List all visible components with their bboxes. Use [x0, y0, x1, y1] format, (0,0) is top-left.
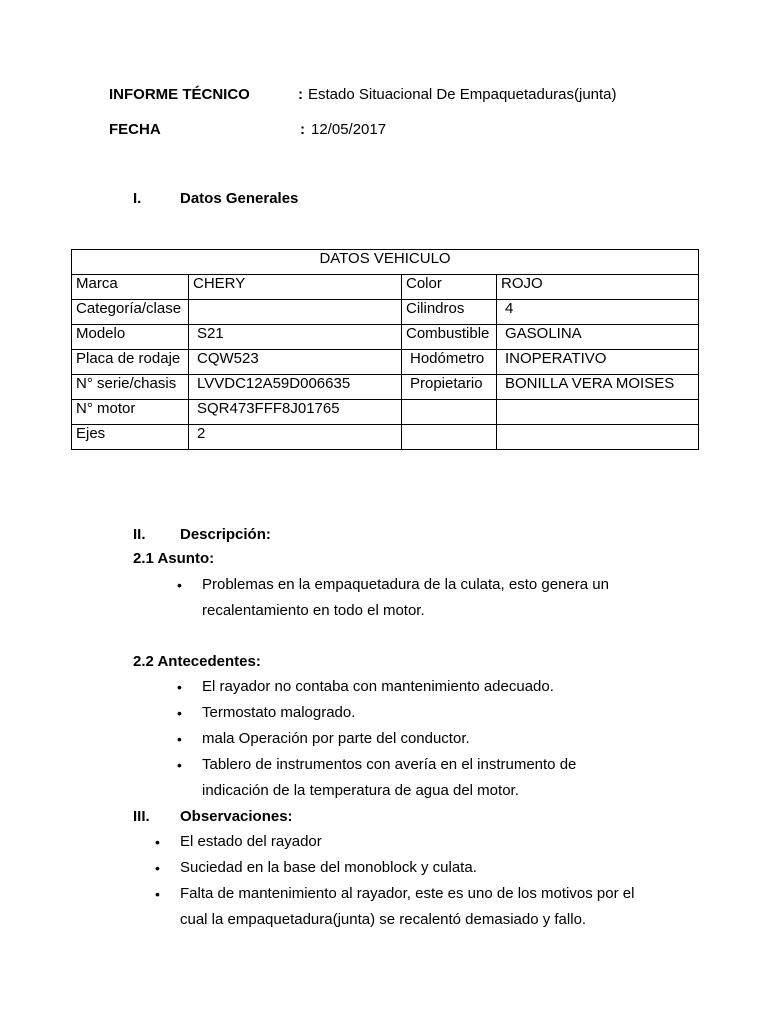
bullet-icon: • — [177, 757, 182, 773]
list-item-continuation: cual la empaquetadura(junta) se recalentó demasiado y fallo. — [180, 911, 587, 928]
table-cell: BONILLA VERA MOISES — [497, 375, 699, 400]
section-1-number: I. — [133, 190, 142, 207]
date-separator: : — [300, 121, 305, 138]
subsection-antecedentes-title: 2.2 Antecedentes: — [133, 653, 261, 670]
list-item: • Problemas en la empaquetadura de la culata, esto genera un — [202, 572, 609, 598]
table-cell: 2 — [189, 425, 402, 450]
section-3-title: Observaciones: — [180, 808, 293, 825]
table-cell — [402, 425, 497, 450]
list-item: • mala Operación por parte del conductor. — [202, 726, 576, 752]
report-separator: : — [298, 86, 303, 103]
list-item-continuation: recalentamiento en todo el motor. — [202, 602, 425, 619]
table-cell: 4 — [497, 300, 699, 325]
table-cell: LVVDC12A59D006635 — [189, 375, 402, 400]
bullet-icon: • — [177, 577, 182, 593]
table-cell — [497, 400, 699, 425]
table-cell: Placa de rodaje — [72, 350, 189, 375]
bullet-icon: • — [177, 679, 182, 695]
bullet-icon: • — [177, 705, 182, 721]
asunto-list — [177, 572, 609, 624]
list-item: • El estado del rayador — [180, 829, 634, 855]
table-cell: N° serie/chasis — [72, 375, 189, 400]
list-item-continuation: indicación de la temperatura de agua del motor. — [202, 782, 519, 799]
table-cell: N° motor — [72, 400, 189, 425]
list-item: • Falta de mantenimiento al rayador, este es uno de los motivos por el — [180, 881, 634, 907]
table-cell: CHERY — [189, 275, 402, 300]
list-item: • El rayador no contaba con mantenimiento adecuado. — [202, 674, 576, 700]
bullet-icon: • — [155, 886, 160, 902]
table-row — [72, 400, 699, 425]
bullet-icon: • — [155, 834, 160, 850]
bullet-icon: • — [177, 731, 182, 747]
list-item: • Tablero de instrumentos con avería en el instrumento de — [202, 752, 576, 778]
table-row — [72, 325, 699, 350]
list-item: • Suciedad en la base del monoblock y culata. — [180, 855, 634, 881]
section-3-number: III. — [133, 808, 150, 825]
vehicle-data-table — [71, 249, 699, 450]
table-cell: GASOLINA — [497, 325, 699, 350]
table-cell: Ejes — [72, 425, 189, 450]
table-cell: Color — [402, 275, 497, 300]
section-2-title: Descripción: — [180, 526, 271, 543]
table-row — [72, 300, 699, 325]
date-label: FECHA — [109, 121, 161, 138]
antecedentes-list — [177, 674, 577, 804]
table-row — [72, 275, 699, 300]
table-row — [72, 350, 699, 375]
section-1-title: Datos Generales — [180, 190, 299, 207]
subsection-asunto-title: 2.1 Asunto: — [133, 550, 215, 567]
section-2-number: II. — [133, 526, 146, 543]
table-title: DATOS VEHICULO — [72, 250, 699, 275]
table-row — [72, 375, 699, 400]
table-cell: INOPERATIVO — [497, 350, 699, 375]
table-cell: Propietario — [402, 375, 497, 400]
table-cell: Modelo — [72, 325, 189, 350]
table-cell: Marca — [72, 275, 189, 300]
table-cell — [497, 425, 699, 450]
table-cell: Hodómetro — [402, 350, 497, 375]
date-value: 12/05/2017 — [311, 121, 387, 138]
report-title: Estado Situacional De Empaquetaduras(junta) — [308, 86, 617, 103]
table-cell: ROJO — [497, 275, 699, 300]
table-cell: Categoría/clase — [72, 300, 189, 325]
observaciones-list — [155, 829, 635, 933]
table-row — [72, 425, 699, 450]
report-label: INFORME TÉCNICO — [109, 86, 250, 103]
table-cell: S21 — [189, 325, 402, 350]
bullet-icon: • — [155, 860, 160, 876]
table-cell: SQR473FFF8J01765 — [189, 400, 402, 425]
table-cell: CQW523 — [189, 350, 402, 375]
table-cell — [402, 400, 497, 425]
list-item: • Termostato malogrado. — [202, 700, 576, 726]
table-cell — [189, 300, 402, 325]
table-cell: Combustible — [402, 325, 497, 350]
table-cell: Cilindros — [402, 300, 497, 325]
table-header-row — [72, 250, 699, 275]
